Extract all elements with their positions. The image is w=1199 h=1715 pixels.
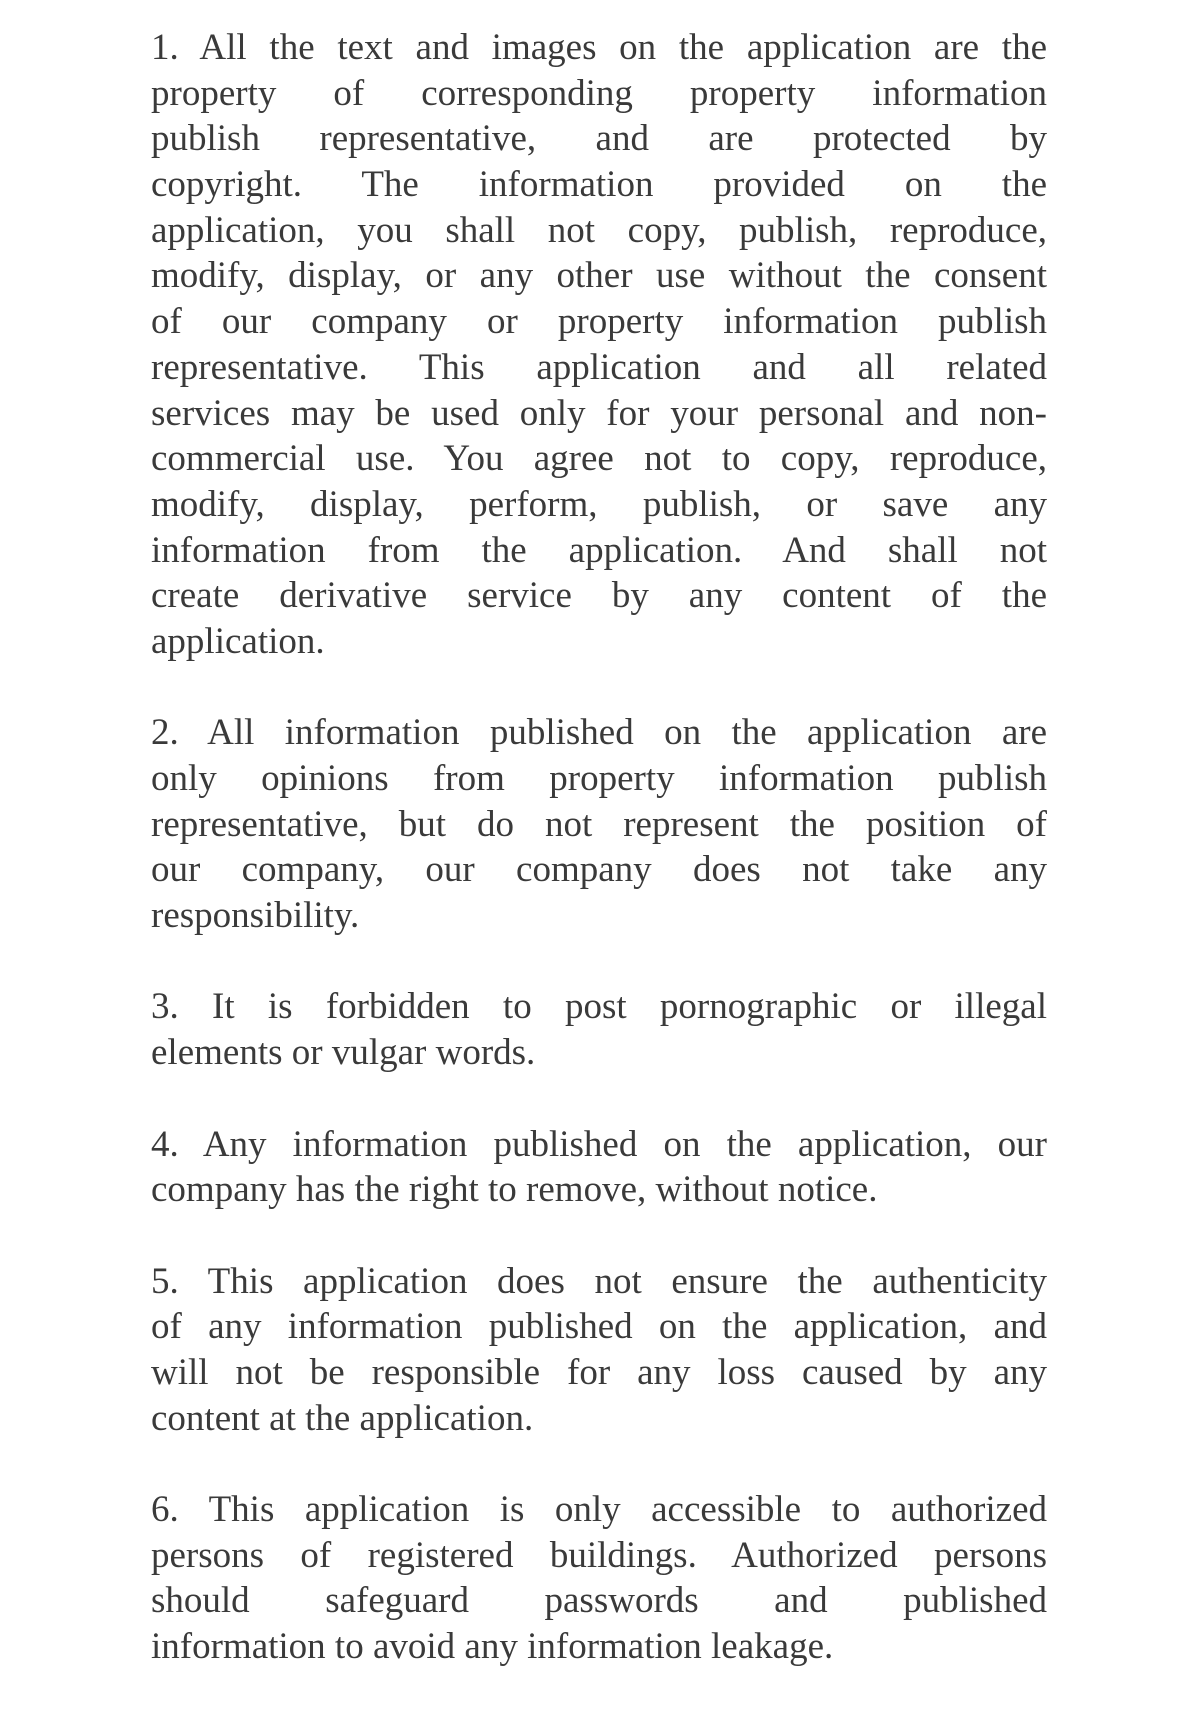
paragraph-line: create derivative service by any content of the — [151, 575, 1047, 617]
term-paragraph-4 — [151, 1122, 1047, 1213]
paragraph-line: services may be used only for your personal and non- — [151, 392, 1047, 434]
paragraph-line: application, you shall not copy, publish, reproduce, — [151, 209, 1047, 251]
paragraph-line: 6. This application is only accessible to authorized — [151, 1489, 1047, 1530]
paragraph-line: will not be responsible for any loss caused by any — [151, 1351, 1047, 1393]
paragraph-line: representative, but do not represent the position of — [151, 803, 1047, 845]
paragraph-line: 4. Any information published on the application, our — [151, 1123, 1047, 1165]
paragraph-line: persons of registered buildings. Authorized persons — [151, 1534, 1047, 1576]
term-paragraph-5 — [151, 1259, 1047, 1442]
term-paragraph-6 — [151, 1487, 1047, 1670]
paragraph-line: copyright. The information provided on the — [151, 164, 1047, 206]
paragraph-line: elements or vulgar words. — [151, 1032, 536, 1074]
term-paragraph-2 — [151, 710, 1047, 938]
paragraph-line: should safeguard passwords and published — [151, 1580, 1047, 1622]
paragraph-line: commercial use. You agree not to copy, reproduce, — [151, 438, 1047, 480]
paragraph-line: information to avoid any information leakage. — [151, 1626, 834, 1668]
paragraph-line: modify, display, or any other use without the consent — [151, 255, 1047, 297]
paragraph-line: publish representative, and are protected by — [151, 118, 1047, 160]
paragraph-line: 1. All the text and images on the application are the — [151, 27, 1047, 68]
paragraph-line: information from the application. And shall not — [151, 529, 1047, 571]
paragraph-line: company has the right to remove, without notice. — [151, 1169, 878, 1211]
paragraph-line: modify, display, perform, publish, or save any — [151, 483, 1047, 525]
paragraph-line: responsibility. — [151, 895, 360, 937]
paragraph-line: only opinions from property information publish — [151, 758, 1047, 799]
paragraph-line: our company, our company does not take any — [151, 849, 1047, 891]
term-paragraph-3 — [151, 984, 1047, 1075]
paragraph-line: of any information published on the application, and — [151, 1306, 1047, 1348]
paragraph-line: 5. This application does not ensure the authenticity — [151, 1260, 1047, 1302]
paragraph-line: application. — [151, 620, 325, 662]
paragraph-line: 3. It is forbidden to post pornographic or illegal — [151, 986, 1047, 1028]
paragraph-line: representative. This application and all related — [151, 346, 1047, 388]
term-paragraph-1 — [151, 25, 1047, 665]
terms-document — [151, 25, 1047, 1715]
paragraph-line: property of corresponding property information — [151, 72, 1047, 114]
paragraph-line: 2. All information published on the application are — [151, 712, 1047, 754]
paragraph-line: of our company or property information publish — [151, 301, 1047, 343]
paragraph-line: content at the application. — [151, 1397, 534, 1439]
